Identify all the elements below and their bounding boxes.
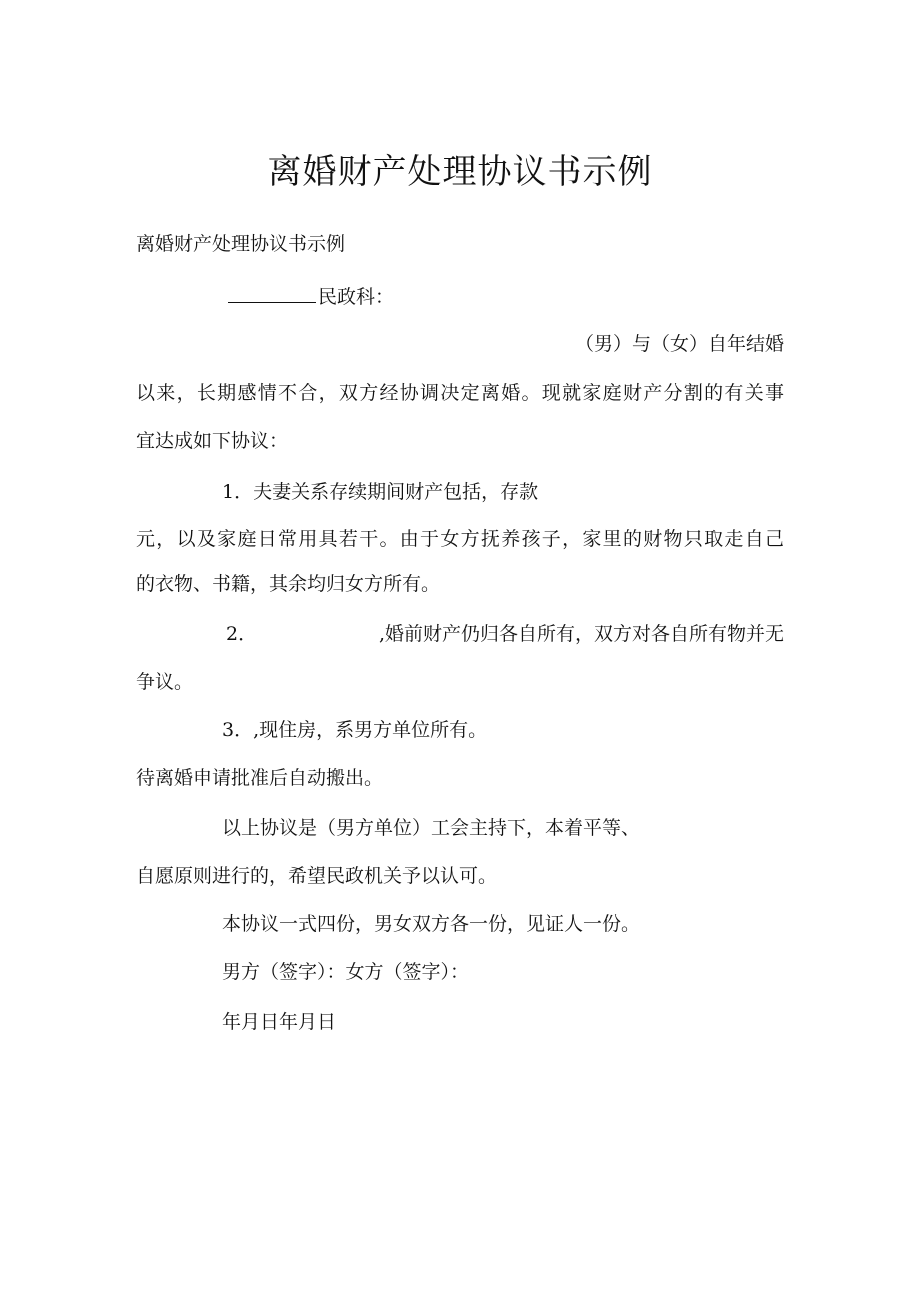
item1-line-2: 元，以及家庭日常用具若干。由于女方抚养孩子，家里的财物只取走自己 (136, 528, 784, 550)
item2-line-1: ,婚前财产仍归各自所有，双方对各自所有物并无 (378, 623, 784, 645)
signature-line: 男方（签字）：女方（签字）： (222, 961, 470, 983)
closing-line-1: 以上协议是（男方单位）工会主持下，本着平等、 (222, 817, 641, 839)
document-subtitle: 离婚财产处理协议书示例 (136, 233, 346, 255)
intro-line-1: （男）与（女）自年结婚 (574, 333, 784, 355)
addressee-blank (228, 284, 316, 303)
item1-line-3: 的衣物、书籍，其余均归女方所有。 (136, 573, 441, 595)
item1-line-1: 1．夫妻关系存续期间财产包括，存款 (222, 481, 539, 503)
item2-line-2: 争议。 (136, 671, 194, 693)
addressee-line (228, 284, 394, 309)
item3-line-2: 待离婚申请批准后自动搬出。 (136, 767, 384, 789)
closing-line-2: 自愿原则进行的，希望民政机关予以认可。 (136, 865, 498, 887)
document-title: 离婚财产处理协议书示例 (267, 152, 653, 192)
copies-statement: 本协议一式四份，男女双方各一份，见证人一份。 (222, 913, 641, 935)
addressee-text: 民政科： (318, 286, 395, 308)
item3-line-1: 3．,现住房，系男方单位所有。 (222, 719, 488, 741)
intro-line-3: 宜达成如下协议： (136, 430, 289, 452)
date-line: 年月日年月日 (222, 1011, 337, 1033)
item2-number: 2． (226, 623, 258, 645)
intro-line-2: 以来，长期感情不合，双方经协调决定离婚。现就家庭财产分割的有关事 (136, 382, 784, 404)
